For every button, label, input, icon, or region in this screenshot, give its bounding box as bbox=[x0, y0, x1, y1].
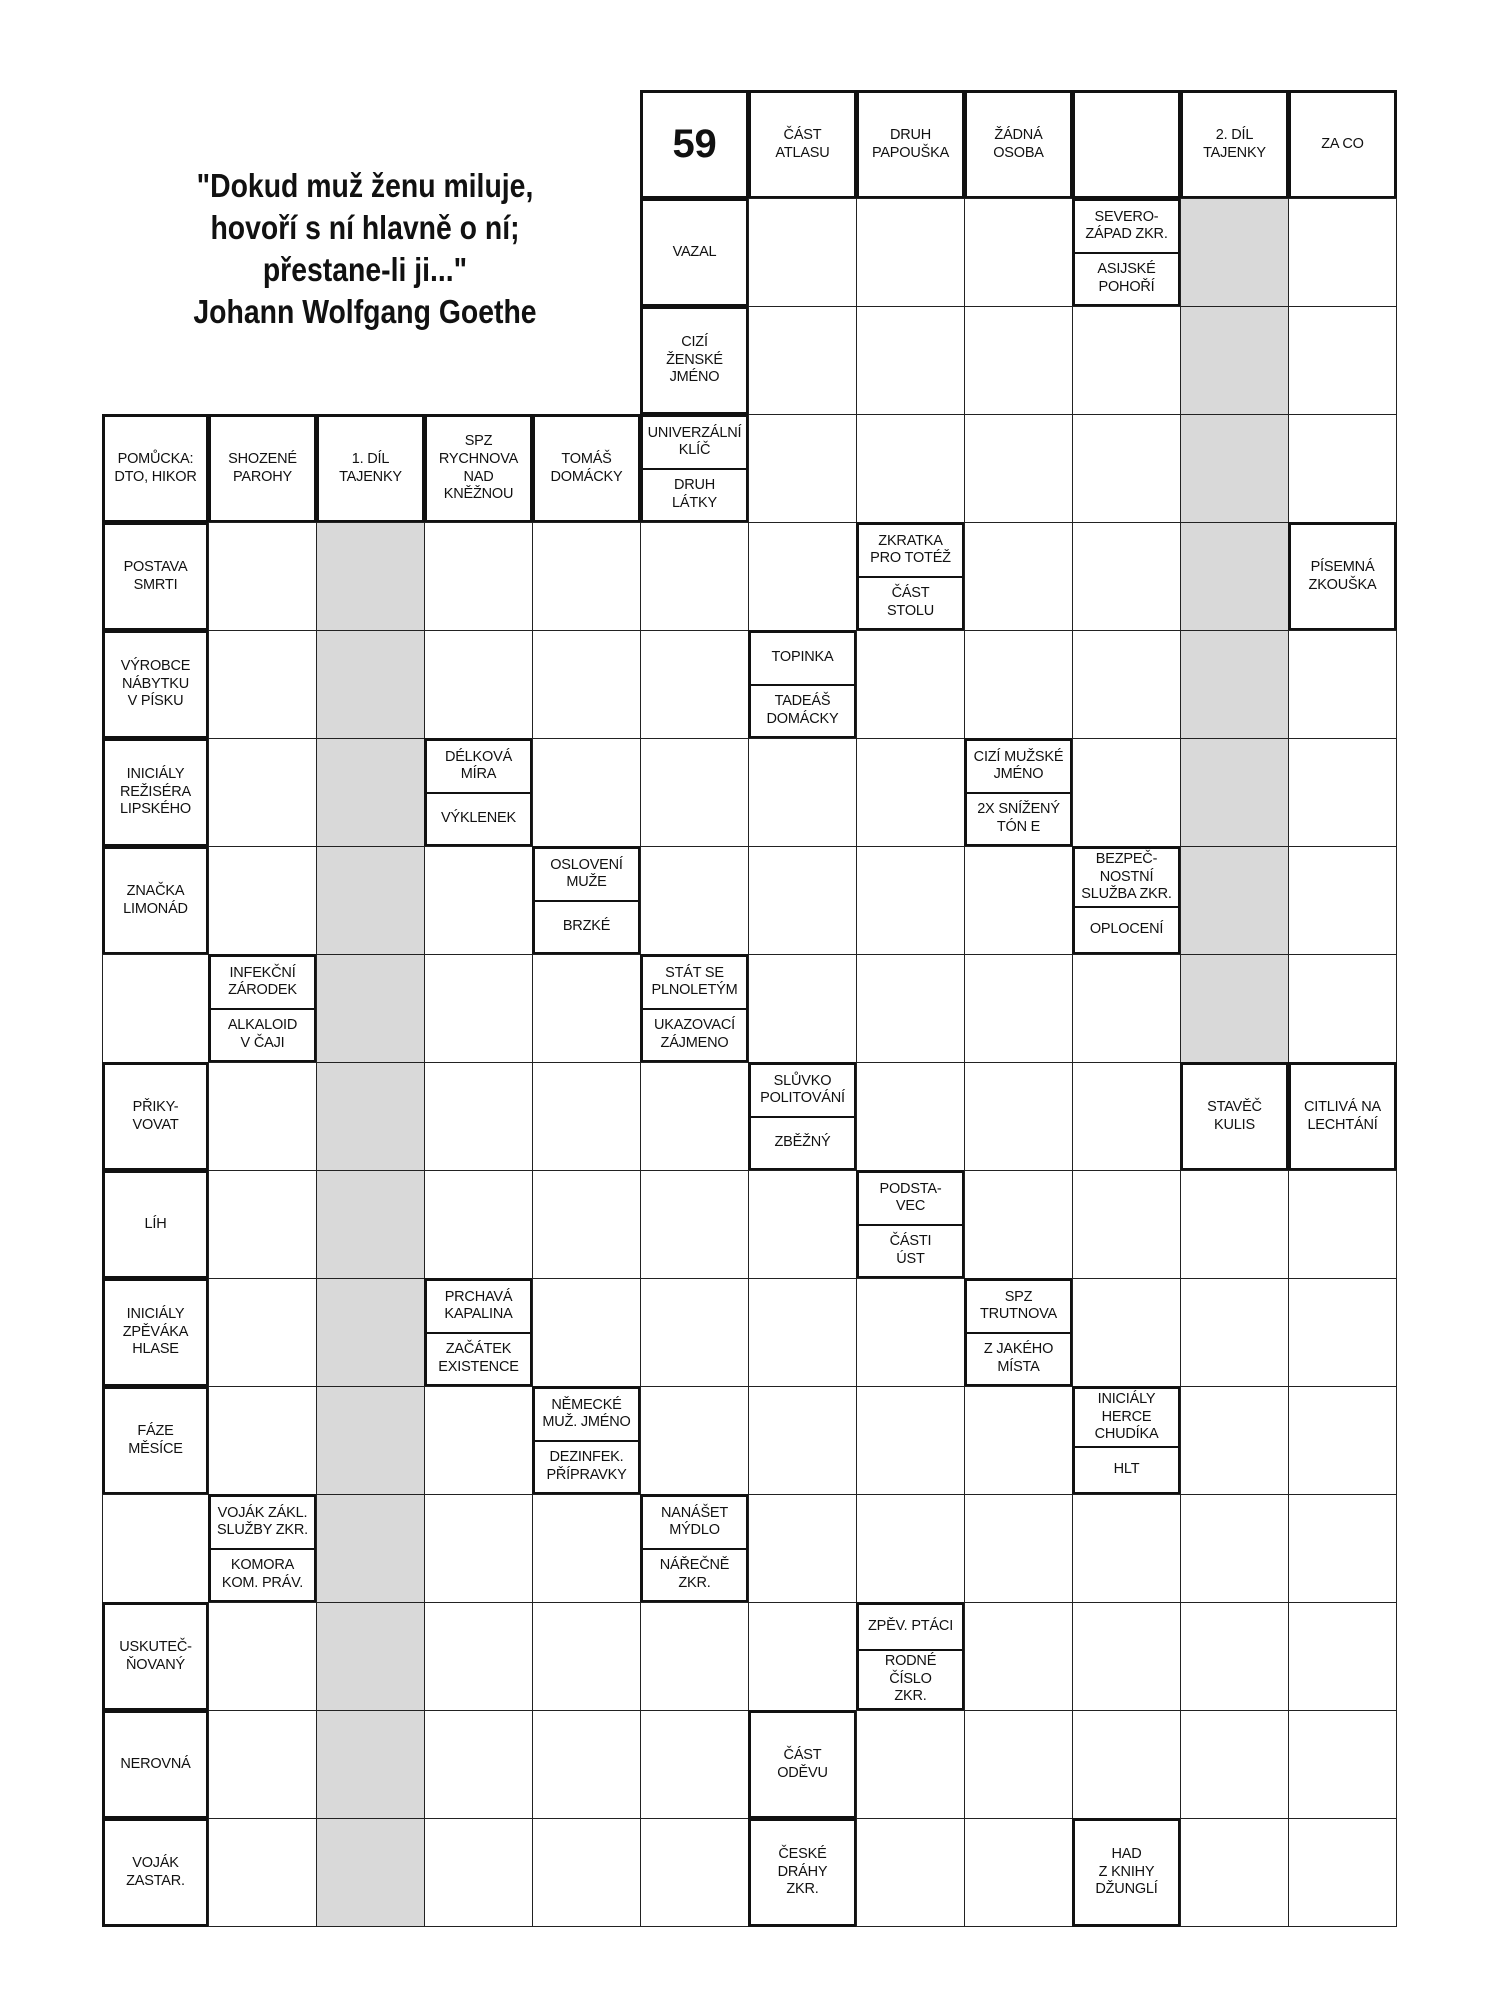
clue-text: TOMÁŠ DOMÁCKY bbox=[550, 450, 623, 485]
clue-text: ŽÁDNÁ OSOBA bbox=[993, 126, 1044, 161]
clue-cell bbox=[964, 90, 1073, 199]
answer-cell[interactable] bbox=[856, 306, 965, 415]
clue-cell bbox=[102, 1062, 209, 1171]
clue-cell bbox=[1072, 1386, 1181, 1495]
answer-cell[interactable] bbox=[748, 522, 857, 631]
answer-cell[interactable] bbox=[1288, 1818, 1397, 1927]
clue-text: CIZÍ MUŽSKÉ JMÉNO bbox=[973, 748, 1064, 783]
clue-cell bbox=[748, 630, 857, 739]
clue-cell bbox=[424, 738, 533, 847]
answer-cell[interactable] bbox=[1072, 414, 1181, 523]
answer-cell[interactable] bbox=[532, 1278, 641, 1387]
clue-text: ČÁST ATLASU bbox=[775, 126, 830, 161]
clue-text: STAVĚČ KULIS bbox=[1207, 1098, 1262, 1133]
secret-answer-cell[interactable] bbox=[316, 1278, 425, 1387]
answer-cell[interactable] bbox=[748, 738, 857, 847]
clue-cell bbox=[532, 414, 641, 523]
clue-cell bbox=[1180, 1062, 1289, 1171]
clue-text: CITLIVÁ NA LECHTÁNÍ bbox=[1304, 1098, 1381, 1133]
answer-cell[interactable] bbox=[424, 522, 533, 631]
clue-text: SPZ TRUTNOVA bbox=[979, 1288, 1058, 1323]
clue-text: BRZKÉ bbox=[535, 900, 638, 953]
answer-cell[interactable] bbox=[640, 738, 749, 847]
clue-cell bbox=[640, 954, 749, 1063]
clue-text: STÁT SE PLNOLETÝM bbox=[651, 964, 738, 999]
answer-cell[interactable] bbox=[748, 1602, 857, 1711]
answer-cell[interactable] bbox=[424, 630, 533, 739]
answer-cell[interactable] bbox=[1288, 198, 1397, 307]
answer-cell[interactable] bbox=[1288, 306, 1397, 415]
secret-answer-cell[interactable] bbox=[1180, 198, 1289, 307]
clue-text: VOJÁK ZÁKL. SLUŽBY ZKR. bbox=[216, 1504, 308, 1539]
secret-answer-cell[interactable] bbox=[1180, 630, 1289, 739]
clue-cell bbox=[102, 414, 209, 523]
answer-cell[interactable] bbox=[1180, 1386, 1289, 1495]
answer-cell[interactable] bbox=[964, 1170, 1073, 1279]
clue-text: ZPĚV. PTÁCI bbox=[867, 1618, 954, 1635]
answer-cell[interactable] bbox=[856, 1278, 965, 1387]
answer-cell[interactable] bbox=[856, 1710, 965, 1819]
answer-cell[interactable] bbox=[532, 630, 641, 739]
answer-cell[interactable] bbox=[748, 1278, 857, 1387]
answer-cell[interactable] bbox=[532, 954, 641, 1063]
secret-answer-cell[interactable] bbox=[1180, 414, 1289, 523]
clue-cell bbox=[640, 414, 749, 523]
answer-cell[interactable] bbox=[856, 1818, 965, 1927]
answer-cell[interactable] bbox=[748, 414, 857, 523]
clue-cell bbox=[1288, 522, 1397, 631]
clue-text: OPLOCENÍ bbox=[1075, 906, 1178, 952]
clue-text: TOPINKA bbox=[771, 649, 834, 666]
clue-text: INICIÁLY ZPĚVÁKA HLASE bbox=[122, 1305, 189, 1358]
answer-cell[interactable] bbox=[1288, 1494, 1397, 1603]
clue-cell bbox=[856, 90, 965, 199]
secret-answer-cell[interactable] bbox=[1180, 522, 1289, 631]
clue-text: ZKRATKA PRO TOTÉŽ bbox=[870, 532, 951, 567]
answer-cell[interactable] bbox=[208, 630, 317, 739]
clue-text: ČÁST ODĚVU bbox=[777, 1746, 828, 1781]
answer-cell[interactable] bbox=[856, 198, 965, 307]
clue-cell bbox=[964, 1278, 1073, 1387]
answer-cell[interactable] bbox=[748, 954, 857, 1063]
answer-cell[interactable] bbox=[208, 1710, 317, 1819]
clue-cell bbox=[208, 954, 317, 1063]
answer-cell[interactable] bbox=[424, 1170, 533, 1279]
answer-cell[interactable] bbox=[208, 1818, 317, 1927]
clue-text: NEROVNÁ bbox=[120, 1755, 191, 1772]
puzzle-number-text: 59 bbox=[672, 122, 717, 167]
answer-cell[interactable] bbox=[964, 1602, 1073, 1711]
clue-text: LÍH bbox=[144, 1215, 167, 1232]
clue-text: INICIÁLY HERCE CHUDÍKA bbox=[1094, 1391, 1159, 1443]
answer-cell[interactable] bbox=[964, 198, 1073, 307]
answer-cell[interactable] bbox=[1288, 630, 1397, 739]
clue-cell bbox=[102, 738, 209, 847]
clue-cell bbox=[424, 1278, 533, 1387]
answer-cell[interactable] bbox=[856, 1494, 965, 1603]
clue-text: 2. DÍL TAJENKY bbox=[1203, 126, 1266, 161]
clue-text: ZAČÁTEK EXISTENCE bbox=[427, 1332, 530, 1385]
clue-cell bbox=[1288, 1062, 1397, 1171]
answer-cell[interactable] bbox=[532, 1602, 641, 1711]
answer-cell[interactable] bbox=[1072, 1278, 1181, 1387]
clue-text: VOJÁK ZASTAR. bbox=[126, 1854, 185, 1889]
answer-cell[interactable] bbox=[532, 1170, 641, 1279]
answer-cell[interactable] bbox=[208, 1062, 317, 1171]
answer-cell[interactable] bbox=[1288, 954, 1397, 1063]
clue-cell bbox=[856, 522, 965, 631]
clue-cell bbox=[1072, 198, 1181, 307]
clue-cell bbox=[1288, 90, 1397, 199]
answer-cell[interactable] bbox=[424, 1602, 533, 1711]
answer-cell[interactable] bbox=[964, 846, 1073, 955]
clue-text: PODSTA- VEC bbox=[879, 1180, 942, 1215]
clue-text: VÝROBCE NÁBYTKU V PÍSKU bbox=[120, 657, 191, 710]
answer-cell[interactable] bbox=[1072, 1170, 1181, 1279]
answer-cell[interactable] bbox=[532, 738, 641, 847]
answer-cell[interactable] bbox=[424, 954, 533, 1063]
clue-cell bbox=[102, 846, 209, 955]
answer-cell[interactable] bbox=[424, 1062, 533, 1171]
answer-cell[interactable] bbox=[1288, 1602, 1397, 1711]
answer-cell[interactable] bbox=[856, 846, 965, 955]
answer-cell[interactable] bbox=[1180, 1602, 1289, 1711]
secret-answer-cell[interactable] bbox=[316, 522, 425, 631]
clue-cell bbox=[102, 1818, 209, 1927]
clue-text: UNIVERZÁLNÍ KLÍČ bbox=[647, 424, 742, 459]
clue-cell bbox=[640, 1494, 749, 1603]
answer-cell[interactable] bbox=[748, 198, 857, 307]
clue-text: DÉLKOVÁ MÍRA bbox=[444, 748, 513, 783]
answer-cell[interactable] bbox=[856, 1386, 965, 1495]
clue-text: NANÁŠET MÝDLO bbox=[660, 1504, 729, 1539]
clue-text: ČÁST STOLU bbox=[859, 576, 962, 629]
secret-answer-cell[interactable] bbox=[316, 630, 425, 739]
quote-line-2: hovoří s ní hlavně o ní; bbox=[210, 208, 520, 246]
answer-cell[interactable] bbox=[856, 414, 965, 523]
answer-cell[interactable] bbox=[856, 954, 965, 1063]
clue-text: HLT bbox=[1075, 1446, 1178, 1492]
answer-cell[interactable] bbox=[208, 522, 317, 631]
answer-cell[interactable] bbox=[1288, 1170, 1397, 1279]
answer-cell[interactable] bbox=[1180, 1170, 1289, 1279]
clue-cell bbox=[748, 1818, 857, 1927]
clue-text: PRCHAVÁ KAPALINA bbox=[444, 1288, 513, 1323]
answer-cell[interactable] bbox=[532, 1062, 641, 1171]
answer-cell[interactable] bbox=[640, 630, 749, 739]
clue-text: ZBĚŽNÝ bbox=[751, 1116, 854, 1169]
answer-cell[interactable] bbox=[640, 1386, 749, 1495]
answer-cell[interactable] bbox=[1072, 1710, 1181, 1819]
answer-cell[interactable] bbox=[208, 1278, 317, 1387]
clue-cell bbox=[532, 1386, 641, 1495]
answer-cell[interactable] bbox=[964, 1062, 1073, 1171]
clue-cell bbox=[102, 1170, 209, 1279]
answer-cell[interactable] bbox=[208, 846, 317, 955]
answer-cell[interactable] bbox=[964, 1710, 1073, 1819]
answer-cell[interactable] bbox=[856, 738, 965, 847]
secret-answer-cell[interactable] bbox=[316, 1710, 425, 1819]
secret-answer-cell[interactable] bbox=[316, 738, 425, 847]
clue-cell bbox=[102, 1278, 209, 1387]
clue-text: BEZPEČ- NOSTNÍ SLUŽBA ZKR. bbox=[1081, 851, 1172, 903]
clue-cell bbox=[640, 198, 749, 307]
answer-cell[interactable] bbox=[102, 1494, 209, 1603]
clue-cell bbox=[856, 1602, 965, 1711]
answer-cell[interactable] bbox=[1180, 1494, 1289, 1603]
answer-cell[interactable] bbox=[1072, 738, 1181, 847]
answer-cell[interactable] bbox=[424, 1818, 533, 1927]
answer-cell[interactable] bbox=[1288, 414, 1397, 523]
answer-cell[interactable] bbox=[102, 954, 209, 1063]
clue-cell bbox=[748, 1710, 857, 1819]
clue-cell bbox=[532, 846, 641, 955]
answer-cell[interactable] bbox=[532, 1818, 641, 1927]
answer-cell[interactable] bbox=[640, 1278, 749, 1387]
clue-text: SHOZENÉ PAROHY bbox=[228, 450, 297, 485]
clue-text: 2X SNÍŽENÝ TÓN E bbox=[967, 792, 1070, 845]
answer-cell[interactable] bbox=[208, 1170, 317, 1279]
clue-text: PŘIKY- VOVAT bbox=[132, 1098, 179, 1133]
clue-text: SPZ RYCHNOVA NAD KNĚŽNOU bbox=[438, 433, 519, 503]
answer-cell[interactable] bbox=[964, 522, 1073, 631]
clue-cell bbox=[1072, 846, 1181, 955]
clue-cell bbox=[964, 738, 1073, 847]
clue-cell bbox=[102, 522, 209, 631]
clue-text: POMŮCKA: DTO, HIKOR bbox=[114, 450, 197, 485]
clue-cell bbox=[748, 1062, 857, 1171]
clue-text bbox=[1075, 93, 1178, 196]
answer-cell[interactable] bbox=[1072, 630, 1181, 739]
clue-text: ZNAČKA LIMONÁD bbox=[123, 882, 188, 917]
answer-cell[interactable] bbox=[640, 846, 749, 955]
secret-answer-cell[interactable] bbox=[316, 1062, 425, 1171]
answer-cell[interactable] bbox=[1072, 522, 1181, 631]
clue-text: KOMORA KOM. PRÁV. bbox=[211, 1548, 314, 1601]
secret-answer-cell[interactable] bbox=[316, 954, 425, 1063]
clue-text: ALKALOID V ČAJI bbox=[211, 1008, 314, 1061]
clue-text: INFEKČNÍ ZÁRODEK bbox=[228, 964, 297, 999]
answer-cell[interactable] bbox=[856, 1062, 965, 1171]
clue-text: NÁŘEČNĚ ZKR. bbox=[643, 1548, 746, 1601]
answer-cell[interactable] bbox=[640, 1602, 749, 1711]
clue-text: PÍSEMNÁ ZKOUŠKA bbox=[1308, 558, 1377, 593]
secret-answer-cell[interactable] bbox=[316, 846, 425, 955]
secret-answer-cell[interactable] bbox=[316, 1386, 425, 1495]
answer-cell[interactable] bbox=[1288, 1278, 1397, 1387]
answer-cell[interactable] bbox=[532, 1494, 641, 1603]
puzzle-number bbox=[640, 90, 749, 199]
clue-text: RODNÉ ČÍSLO ZKR. bbox=[859, 1649, 962, 1708]
clue-cell bbox=[1072, 90, 1181, 199]
clue-text: DRUH LÁTKY bbox=[643, 468, 746, 521]
quote-line-3: přestane-li ji..." bbox=[262, 250, 468, 288]
answer-cell[interactable] bbox=[208, 738, 317, 847]
answer-cell[interactable] bbox=[640, 1710, 749, 1819]
clue-cell bbox=[856, 1170, 965, 1279]
clue-text: VAZAL bbox=[672, 243, 717, 260]
answer-cell[interactable] bbox=[208, 1602, 317, 1711]
secret-answer-cell[interactable] bbox=[1180, 846, 1289, 955]
answer-cell[interactable] bbox=[424, 846, 533, 955]
answer-cell[interactable] bbox=[208, 1386, 317, 1495]
answer-cell[interactable] bbox=[1288, 846, 1397, 955]
answer-cell[interactable] bbox=[748, 846, 857, 955]
clue-cell bbox=[102, 630, 209, 739]
answer-cell[interactable] bbox=[1180, 1710, 1289, 1819]
answer-cell[interactable] bbox=[1180, 1818, 1289, 1927]
secret-answer-cell[interactable] bbox=[1180, 738, 1289, 847]
answer-cell[interactable] bbox=[640, 522, 749, 631]
clue-text: ASIJSKÉ POHOŘÍ bbox=[1075, 252, 1178, 305]
answer-cell[interactable] bbox=[748, 1386, 857, 1495]
answer-cell[interactable] bbox=[424, 1386, 533, 1495]
clue-text: 1. DÍL TAJENKY bbox=[339, 450, 402, 485]
secret-answer-cell[interactable] bbox=[316, 1170, 425, 1279]
answer-cell[interactable] bbox=[748, 1494, 857, 1603]
clue-cell bbox=[208, 414, 317, 523]
clue-text: SLŮVKO POLITOVÁNÍ bbox=[760, 1072, 845, 1107]
answer-cell[interactable] bbox=[640, 1818, 749, 1927]
answer-cell[interactable] bbox=[964, 414, 1073, 523]
clue-cell bbox=[748, 90, 857, 199]
clue-text: DEZINFEK. PŘÍPRAVKY bbox=[535, 1440, 638, 1493]
answer-cell[interactable] bbox=[964, 306, 1073, 415]
answer-cell[interactable] bbox=[748, 1170, 857, 1279]
answer-cell[interactable] bbox=[964, 630, 1073, 739]
answer-cell[interactable] bbox=[1072, 1602, 1181, 1711]
answer-cell[interactable] bbox=[640, 1062, 749, 1171]
clue-text: UKAZOVACÍ ZÁJMENO bbox=[643, 1008, 746, 1061]
secret-answer-cell[interactable] bbox=[316, 1494, 425, 1603]
secret-answer-cell[interactable] bbox=[316, 1818, 425, 1927]
clue-text: OSLOVENÍ MUŽE bbox=[550, 856, 623, 891]
clue-cell bbox=[102, 1602, 209, 1711]
clue-text: TADEÁŠ DOMÁCKY bbox=[751, 684, 854, 737]
answer-cell[interactable] bbox=[1288, 1710, 1397, 1819]
clue-text: INICIÁLY REŽISÉRA LIPSKÉHO bbox=[120, 765, 191, 818]
answer-cell[interactable] bbox=[964, 1818, 1073, 1927]
clue-cell bbox=[424, 414, 533, 523]
clue-cell bbox=[102, 1386, 209, 1495]
answer-cell[interactable] bbox=[532, 1710, 641, 1819]
answer-cell[interactable] bbox=[964, 1386, 1073, 1495]
answer-cell[interactable] bbox=[424, 1710, 533, 1819]
clue-text: VÝKLENEK bbox=[427, 792, 530, 845]
clue-text: CIZÍ ŽENSKÉ JMÉNO bbox=[666, 333, 723, 386]
clue-text: USKUTEČ- ŇOVANÝ bbox=[119, 1638, 192, 1673]
answer-cell[interactable] bbox=[532, 522, 641, 631]
clue-cell bbox=[1180, 90, 1289, 199]
answer-cell[interactable] bbox=[1288, 738, 1397, 847]
clue-text: NĚMECKÉ MUŽ. JMÉNO bbox=[542, 1396, 631, 1431]
answer-cell[interactable] bbox=[1072, 954, 1181, 1063]
secret-answer-cell[interactable] bbox=[1180, 306, 1289, 415]
clue-text: DRUH PAPOUŠKA bbox=[871, 126, 950, 161]
answer-cell[interactable] bbox=[1180, 1278, 1289, 1387]
answer-cell[interactable] bbox=[424, 1494, 533, 1603]
answer-cell[interactable] bbox=[1288, 1386, 1397, 1495]
clue-cell bbox=[316, 414, 425, 523]
secret-answer-cell[interactable] bbox=[316, 1602, 425, 1711]
clue-text: ČESKÉ DRÁHY ZKR. bbox=[777, 1845, 828, 1898]
answer-cell[interactable] bbox=[964, 954, 1073, 1063]
clue-cell bbox=[1072, 1818, 1181, 1927]
answer-cell[interactable] bbox=[964, 1494, 1073, 1603]
clue-text: ČÁSTI ÚST bbox=[859, 1224, 962, 1277]
quote-author: Johann Wolfgang Goethe bbox=[193, 292, 537, 330]
answer-cell[interactable] bbox=[1072, 1062, 1181, 1171]
answer-cell[interactable] bbox=[748, 306, 857, 415]
clue-text: ZA CO bbox=[1321, 135, 1364, 152]
quote-line-1: "Dokud muž ženu miluje, bbox=[196, 167, 534, 204]
clue-text: HAD Z KNIHY DŽUNGLÍ bbox=[1095, 1845, 1158, 1898]
secret-answer-cell[interactable] bbox=[1180, 954, 1289, 1063]
clue-text: FÁZE MĚSÍCE bbox=[128, 1422, 183, 1457]
answer-cell[interactable] bbox=[856, 630, 965, 739]
clue-text: POSTAVA SMRTI bbox=[123, 558, 188, 593]
clue-cell bbox=[208, 1494, 317, 1603]
answer-cell[interactable] bbox=[1072, 306, 1181, 415]
clue-text: Z JAKÉHO MÍSTA bbox=[967, 1332, 1070, 1385]
clue-cell bbox=[102, 1710, 209, 1819]
answer-cell[interactable] bbox=[640, 1170, 749, 1279]
clue-text: SEVERO- ZÁPAD ZKR. bbox=[1085, 208, 1168, 243]
answer-cell[interactable] bbox=[1072, 1494, 1181, 1603]
clue-cell bbox=[640, 306, 749, 415]
